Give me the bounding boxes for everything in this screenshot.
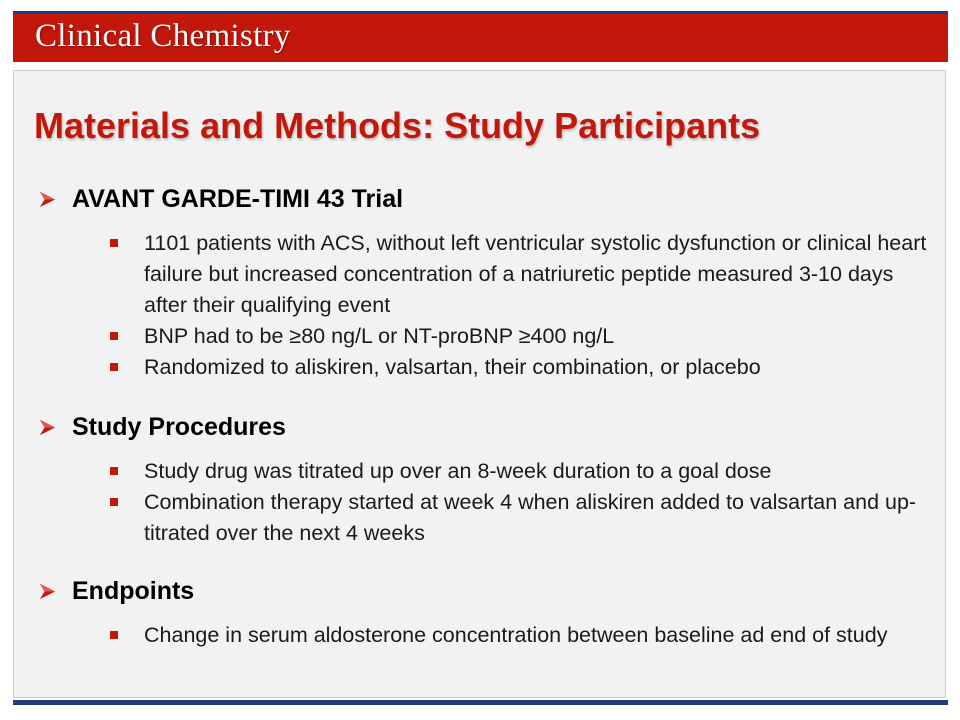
list-item: [38, 620, 934, 651]
list-item: [38, 321, 934, 352]
arrow-bullet-icon: [38, 582, 57, 601]
list-item-text: Change in serum aldosterone concentration between baseline ad end of study: [144, 623, 888, 647]
list-item-text: BNP had to be ≥80 ng/L or NT-proBNP ≥400 ng/L: [144, 324, 615, 348]
square-bullet-icon: [110, 631, 118, 639]
slide-title: Materials and Methods: Study Participants: [34, 105, 761, 146]
bottom-rule: [13, 700, 948, 705]
square-bullet-icon: [110, 332, 118, 340]
section-heading-text: Endpoints: [72, 577, 195, 605]
square-bullet-icon: [110, 239, 118, 247]
bullet-list: [38, 456, 938, 549]
section-avant-garde-trial: [38, 184, 938, 383]
bullet-list: [38, 228, 938, 383]
bullet-list: [38, 620, 938, 651]
list-item: [38, 487, 934, 549]
section-endpoints: [38, 576, 938, 651]
list-item-text: Combination therapy started at week 4 when aliskiren added to valsartan and up-titrated over the next 4 weeks: [144, 490, 917, 545]
list-item: [38, 228, 934, 321]
section-heading-text: AVANT GARDE-TIMI 43 Trial: [72, 185, 404, 213]
section-heading: [38, 184, 938, 214]
square-bullet-icon: [110, 363, 118, 371]
list-item: [38, 456, 934, 487]
arrow-bullet-icon: [38, 190, 57, 209]
list-item-text: Study drug was titrated up over an 8-week duration to a goal dose: [144, 459, 772, 483]
square-bullet-icon: [110, 467, 118, 475]
section-study-procedures: [38, 412, 938, 549]
section-heading: [38, 412, 938, 442]
journal-banner: [13, 14, 948, 62]
square-bullet-icon: [110, 498, 118, 506]
journal-title: Clinical Chemistry: [35, 18, 291, 54]
list-item: [38, 352, 934, 383]
arrow-bullet-icon: [38, 418, 57, 437]
list-item-text: 1101 patients with ACS, without left ventricular systolic dysfunction or clinical heart failure but increased concentration of a natriuretic peptide measured 3-10 days after their qualifying event: [144, 231, 927, 317]
list-item-text: Randomized to aliskiren, valsartan, their combination, or placebo: [144, 355, 761, 379]
section-heading: [38, 576, 938, 606]
section-heading-text: Study Procedures: [72, 413, 286, 441]
